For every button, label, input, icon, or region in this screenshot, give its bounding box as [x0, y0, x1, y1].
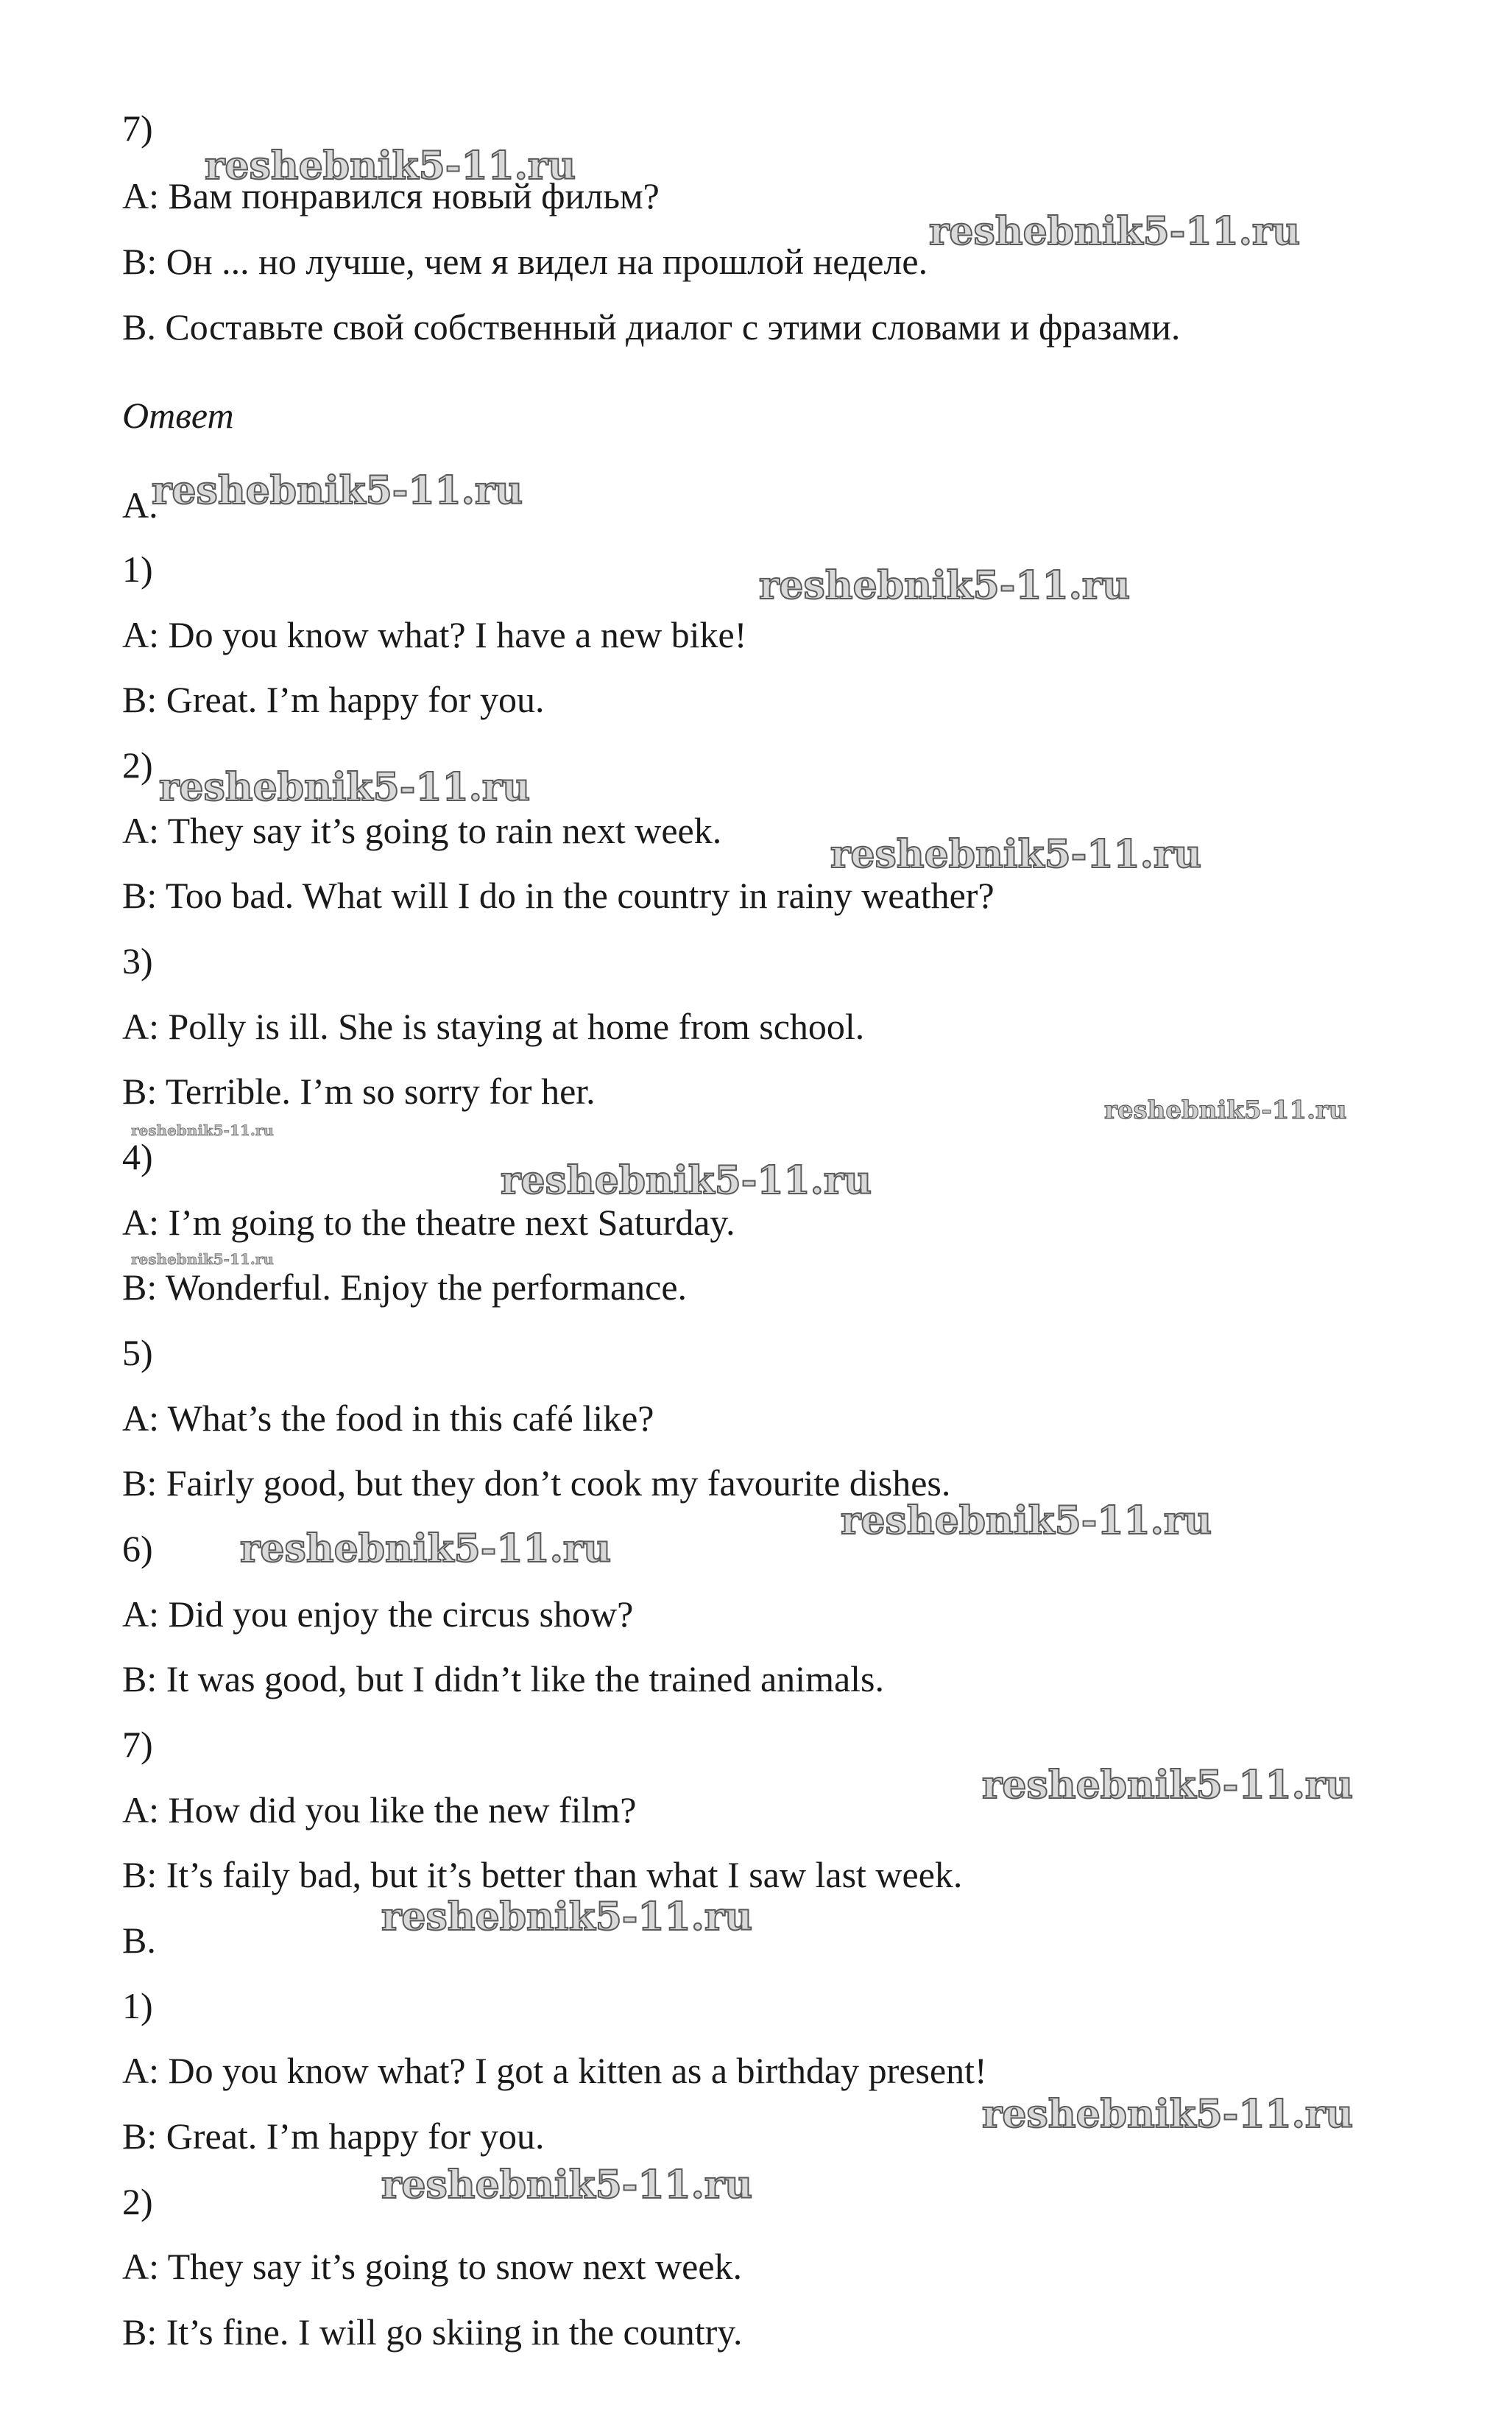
item-number: 1) — [122, 549, 153, 590]
item-number: 7) — [122, 108, 153, 149]
dialogue-line: B: It was good, but I didn’t like the trained animals. — [122, 1658, 885, 1699]
watermark: reshebnik5-11.ru — [759, 563, 1131, 608]
dialogue-line: A: They say it’s going to snow next week. — [122, 2246, 743, 2287]
watermark: reshebnik5-11.ru — [240, 1526, 612, 1571]
watermark: reshebnik5-11.ru — [131, 1250, 274, 1268]
item-number: 2) — [122, 744, 153, 786]
dialogue-line: A: Do you know what? I have a new bike! — [122, 614, 747, 655]
section-label: A. — [122, 484, 158, 526]
item-number: 7) — [122, 1724, 153, 1765]
watermark: reshebnik5-11.ru — [982, 2092, 1354, 2137]
watermark: reshebnik5-11.ru — [929, 209, 1301, 254]
section-label: B. — [122, 1920, 156, 1961]
watermark: reshebnik5-11.ru — [205, 144, 576, 188]
dialogue-line: B: It’s fine. I will go skiing in the country. — [122, 2311, 743, 2353]
item-number: 1) — [122, 1985, 153, 2026]
item-number: 6) — [122, 1528, 153, 1569]
watermark: reshebnik5-11.ru — [830, 832, 1202, 877]
task-instruction: B. Составьте свой собственный диалог с этими словами и фразами. — [122, 306, 1181, 348]
dialogue-line: A: Did you enjoy the circus show? — [122, 1593, 634, 1635]
watermark: reshebnik5-11.ru — [152, 468, 523, 513]
dialogue-line: B: Great. I’m happy for you. — [122, 2115, 545, 2157]
dialogue-line: B: Terrible. I’m so sorry for her. — [122, 1071, 596, 1112]
dialogue-line: B: Wonderful. Enjoy the performance. — [122, 1266, 688, 1308]
watermark: reshebnik5-11.ru — [501, 1158, 872, 1203]
answer-heading: Ответ — [122, 395, 234, 436]
watermark: reshebnik5-11.ru — [982, 1763, 1354, 1808]
dialogue-line: A: Вам понравился новый фильм? — [122, 175, 660, 216]
dialogue-line: A: Do you know what? I got a kitten as a birthday present! — [122, 2050, 987, 2091]
dialogue-line: A: They say it’s going to rain next week. — [122, 810, 722, 851]
dialogue-line: A: How did you like the new film? — [122, 1789, 637, 1830]
dialogue-line: A: What’s the food in this café like? — [122, 1398, 654, 1439]
dialogue-line: B: Great. I’m happy for you. — [122, 679, 545, 720]
item-number: 4) — [122, 1136, 153, 1177]
item-number: 2) — [122, 2181, 153, 2222]
dialogue-line: B: Fairly good, but they don’t cook my favourite dishes. — [122, 1462, 951, 1504]
watermark: reshebnik5-11.ru — [1104, 1096, 1347, 1125]
dialogue-line: B: It’s faily bad, but it’s better than what I saw last week. — [122, 1854, 963, 1895]
watermark: reshebnik5-11.ru — [131, 1121, 274, 1139]
dialogue-line: A: Polly is ill. She is staying at home from school. — [122, 1006, 865, 1047]
dialogue-line: A: I’m going to the theatre next Saturday. — [122, 1202, 735, 1243]
dialogue-line: B: Он ... но лучше, чем я видел на прошлой неделе. — [122, 241, 928, 282]
watermark: reshebnik5-11.ru — [159, 765, 531, 810]
item-number: 3) — [122, 940, 153, 982]
watermark: reshebnik5-11.ru — [841, 1498, 1212, 1543]
watermark: reshebnik5-11.ru — [381, 2163, 753, 2207]
dialogue-line: B: Too bad. What will I do in the country in rainy weather? — [122, 875, 995, 916]
item-number: 5) — [122, 1332, 153, 1373]
watermark: reshebnik5-11.ru — [381, 1895, 753, 1939]
